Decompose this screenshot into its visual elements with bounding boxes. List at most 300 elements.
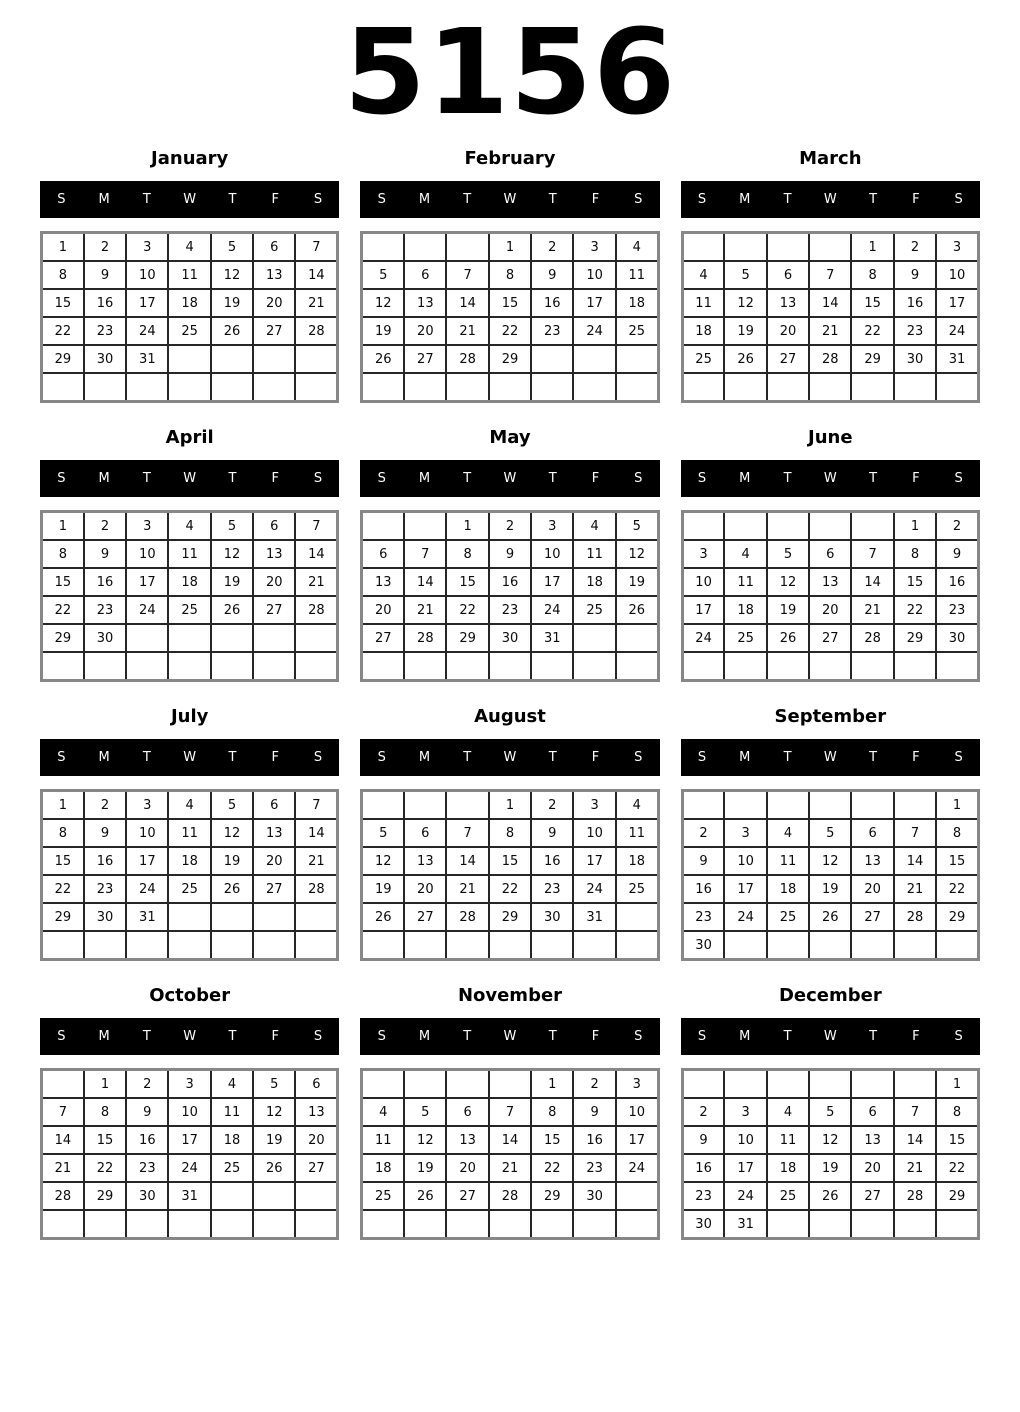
month-title: June — [808, 427, 853, 449]
day-cell: 12 — [211, 261, 253, 289]
day-cell: 14 — [809, 289, 851, 317]
week-row — [682, 847, 978, 875]
day-cell: 30 — [84, 624, 126, 652]
week-row — [362, 373, 658, 402]
day-cell: 30 — [682, 1210, 724, 1239]
day-cell: 24 — [126, 317, 168, 345]
empty-day-cell — [724, 233, 766, 262]
week-row — [42, 931, 338, 960]
day-cell: 27 — [404, 345, 446, 373]
day-cell: 8 — [42, 261, 84, 289]
day-cell: 13 — [253, 540, 295, 568]
day-cell: 13 — [404, 847, 446, 875]
weekday-label: T — [783, 750, 792, 766]
weekday-label: T — [142, 750, 151, 766]
week-row — [42, 1210, 338, 1239]
day-cell: 31 — [573, 903, 615, 931]
day-cell: 4 — [573, 512, 615, 541]
week-row — [42, 624, 338, 652]
empty-day-cell — [253, 345, 295, 373]
empty-day-cell — [573, 373, 615, 402]
empty-day-cell — [724, 791, 766, 820]
empty-day-cell — [295, 1210, 337, 1239]
empty-day-cell — [168, 903, 210, 931]
day-cell: 10 — [531, 540, 573, 568]
weekday-label: T — [228, 192, 237, 208]
week-row — [42, 596, 338, 624]
empty-day-cell — [253, 624, 295, 652]
day-cell: 11 — [682, 289, 724, 317]
weekday-label: W — [183, 471, 197, 487]
day-cell: 9 — [936, 540, 978, 568]
day-cell: 26 — [253, 1154, 295, 1182]
day-cell: 12 — [211, 819, 253, 847]
day-cell: 16 — [573, 1126, 615, 1154]
weekday-header-bar — [681, 460, 980, 497]
day-cell: 22 — [936, 1154, 978, 1182]
day-cell: 19 — [362, 875, 404, 903]
day-cell: 2 — [682, 819, 724, 847]
weekday-header-bar — [681, 181, 980, 218]
day-cell: 12 — [616, 540, 658, 568]
day-cell: 29 — [489, 345, 531, 373]
empty-day-cell — [253, 931, 295, 960]
day-cell: 5 — [809, 819, 851, 847]
day-cell: 24 — [531, 596, 573, 624]
day-cell: 22 — [42, 317, 84, 345]
day-cell: 17 — [126, 847, 168, 875]
empty-day-cell — [573, 1210, 615, 1239]
weekday-label: T — [548, 1029, 557, 1045]
weekday-header-bar — [360, 1018, 659, 1055]
day-cell: 4 — [682, 261, 724, 289]
week-row — [42, 1126, 338, 1154]
day-cell: 9 — [682, 847, 724, 875]
empty-day-cell — [616, 373, 658, 402]
day-cell: 16 — [126, 1126, 168, 1154]
empty-day-cell — [767, 512, 809, 541]
day-cell: 26 — [404, 1182, 446, 1210]
day-cell: 19 — [809, 875, 851, 903]
day-cell: 21 — [446, 317, 488, 345]
day-cell: 29 — [894, 624, 936, 652]
day-cell: 4 — [767, 1098, 809, 1126]
empty-day-cell — [404, 373, 446, 402]
week-row — [362, 317, 658, 345]
day-cell: 15 — [851, 289, 893, 317]
empty-day-cell — [211, 373, 253, 402]
month-block — [40, 985, 339, 1240]
day-cell: 24 — [724, 903, 766, 931]
empty-day-cell — [42, 652, 84, 681]
empty-day-cell — [295, 1182, 337, 1210]
empty-day-cell — [253, 652, 295, 681]
day-cell: 29 — [489, 903, 531, 931]
day-cell: 14 — [295, 261, 337, 289]
empty-day-cell — [446, 233, 488, 262]
empty-day-cell — [936, 373, 978, 402]
empty-day-cell — [362, 233, 404, 262]
day-cell: 31 — [531, 624, 573, 652]
weekday-label: T — [463, 471, 472, 487]
day-cell: 5 — [362, 819, 404, 847]
empty-day-cell — [84, 931, 126, 960]
day-cell: 31 — [126, 903, 168, 931]
week-row — [42, 261, 338, 289]
empty-day-cell — [404, 1070, 446, 1099]
day-cell: 29 — [42, 903, 84, 931]
weekday-label: T — [228, 471, 237, 487]
day-cell: 12 — [724, 289, 766, 317]
weekday-header-bar — [40, 181, 339, 218]
week-row — [362, 345, 658, 373]
day-cell: 24 — [573, 317, 615, 345]
day-cell: 28 — [446, 903, 488, 931]
day-cell: 18 — [616, 289, 658, 317]
day-cell: 29 — [936, 1182, 978, 1210]
day-cell: 26 — [362, 903, 404, 931]
day-cell: 14 — [446, 847, 488, 875]
empty-day-cell — [767, 652, 809, 681]
empty-day-cell — [42, 931, 84, 960]
weekday-label: T — [463, 192, 472, 208]
day-cell: 3 — [724, 1098, 766, 1126]
day-cell: 20 — [362, 596, 404, 624]
day-cell: 21 — [295, 847, 337, 875]
empty-day-cell — [894, 1210, 936, 1239]
week-row — [682, 931, 978, 960]
day-cell: 24 — [126, 596, 168, 624]
day-cell: 11 — [724, 568, 766, 596]
empty-day-cell — [362, 1210, 404, 1239]
day-cell: 26 — [362, 345, 404, 373]
day-cell: 25 — [168, 317, 210, 345]
day-cell: 11 — [616, 261, 658, 289]
day-cell: 14 — [446, 289, 488, 317]
empty-day-cell — [362, 652, 404, 681]
day-cell: 5 — [211, 512, 253, 541]
day-cell: 21 — [489, 1154, 531, 1182]
day-cell: 11 — [616, 819, 658, 847]
day-cell: 25 — [682, 345, 724, 373]
day-cell: 29 — [936, 903, 978, 931]
day-cell: 13 — [851, 1126, 893, 1154]
empty-day-cell — [851, 931, 893, 960]
month-title: February — [464, 148, 556, 170]
empty-day-cell — [42, 1070, 84, 1099]
week-row — [682, 261, 978, 289]
day-cell: 21 — [404, 596, 446, 624]
day-cell: 1 — [531, 1070, 573, 1099]
weekday-label: T — [463, 750, 472, 766]
day-cell: 12 — [767, 568, 809, 596]
day-cell: 2 — [84, 512, 126, 541]
day-cell: 10 — [724, 1126, 766, 1154]
weekday-label: S — [634, 192, 643, 208]
empty-day-cell — [295, 652, 337, 681]
weekday-label: M — [418, 750, 431, 766]
empty-day-cell — [767, 233, 809, 262]
day-cell: 21 — [42, 1154, 84, 1182]
month-block — [40, 427, 339, 682]
day-cell: 25 — [724, 624, 766, 652]
day-cell: 5 — [253, 1070, 295, 1099]
day-cell: 10 — [573, 819, 615, 847]
day-cell: 19 — [211, 568, 253, 596]
weekday-label: T — [783, 192, 792, 208]
day-cell: 8 — [84, 1098, 126, 1126]
empty-day-cell — [724, 652, 766, 681]
weekday-header-bar — [360, 181, 659, 218]
day-cell: 30 — [936, 624, 978, 652]
empty-day-cell — [936, 1210, 978, 1239]
empty-day-cell — [616, 624, 658, 652]
weekday-label: W — [503, 1029, 517, 1045]
day-cell: 23 — [573, 1154, 615, 1182]
day-cell: 23 — [531, 317, 573, 345]
day-cell: 19 — [253, 1126, 295, 1154]
empty-day-cell — [211, 652, 253, 681]
empty-day-cell — [489, 1210, 531, 1239]
day-cell: 2 — [84, 233, 126, 262]
empty-day-cell — [809, 931, 851, 960]
empty-day-cell — [851, 1070, 893, 1099]
day-cell: 17 — [531, 568, 573, 596]
day-cell: 21 — [894, 1154, 936, 1182]
week-row — [42, 875, 338, 903]
week-row — [42, 345, 338, 373]
day-cell: 28 — [404, 624, 446, 652]
day-cell: 20 — [446, 1154, 488, 1182]
month-title: September — [774, 706, 887, 728]
weekday-label: M — [98, 1029, 110, 1045]
month-block — [360, 706, 659, 961]
weekday-header-bar — [681, 739, 980, 776]
day-cell: 3 — [126, 233, 168, 262]
empty-day-cell — [446, 373, 488, 402]
day-cell: 27 — [295, 1154, 337, 1182]
weekday-label: M — [418, 1029, 431, 1045]
day-cell: 20 — [809, 596, 851, 624]
empty-day-cell — [253, 903, 295, 931]
day-cell: 6 — [253, 233, 295, 262]
week-row — [682, 624, 978, 652]
day-cell: 26 — [211, 875, 253, 903]
weekday-label: T — [869, 750, 878, 766]
day-cell: 7 — [295, 512, 337, 541]
day-cell: 10 — [682, 568, 724, 596]
weekday-label: W — [823, 1029, 837, 1045]
day-cell: 19 — [362, 317, 404, 345]
month-block — [360, 148, 659, 403]
day-cell: 24 — [168, 1154, 210, 1182]
empty-day-cell — [851, 373, 893, 402]
day-cell: 4 — [211, 1070, 253, 1099]
week-row — [42, 1154, 338, 1182]
day-cell: 12 — [809, 1126, 851, 1154]
day-cell: 3 — [573, 791, 615, 820]
day-cell: 21 — [809, 317, 851, 345]
day-cell: 28 — [894, 1182, 936, 1210]
day-cell: 1 — [42, 791, 84, 820]
day-cell: 4 — [362, 1098, 404, 1126]
week-row — [42, 847, 338, 875]
day-cell: 25 — [362, 1182, 404, 1210]
empty-day-cell — [767, 791, 809, 820]
weekday-label: F — [271, 192, 279, 208]
empty-day-cell — [682, 1070, 724, 1099]
day-cell: 25 — [767, 903, 809, 931]
empty-day-cell — [211, 1182, 253, 1210]
day-cell: 19 — [809, 1154, 851, 1182]
month-day-grid — [40, 510, 339, 682]
empty-day-cell — [404, 931, 446, 960]
empty-day-cell — [362, 791, 404, 820]
day-cell: 29 — [446, 624, 488, 652]
empty-day-cell — [682, 791, 724, 820]
weekday-header-bar — [360, 460, 659, 497]
day-cell: 6 — [295, 1070, 337, 1099]
empty-day-cell — [446, 652, 488, 681]
weekday-label: S — [697, 750, 707, 766]
day-cell: 17 — [724, 875, 766, 903]
month-title: May — [489, 427, 531, 449]
empty-day-cell — [682, 233, 724, 262]
empty-day-cell — [295, 931, 337, 960]
day-cell: 18 — [767, 1154, 809, 1182]
day-cell: 20 — [851, 1154, 893, 1182]
day-cell: 12 — [211, 540, 253, 568]
weekday-label: W — [823, 192, 837, 208]
day-cell: 15 — [446, 568, 488, 596]
day-cell: 27 — [362, 624, 404, 652]
day-cell: 13 — [362, 568, 404, 596]
day-cell: 10 — [616, 1098, 658, 1126]
empty-day-cell — [446, 791, 488, 820]
day-cell: 9 — [489, 540, 531, 568]
months-grid — [0, 148, 1020, 1240]
day-cell: 8 — [489, 261, 531, 289]
weekday-label: M — [739, 1029, 751, 1045]
weekday-label: M — [418, 471, 431, 487]
weekday-label: M — [98, 471, 110, 487]
day-cell: 29 — [84, 1182, 126, 1210]
week-row — [682, 289, 978, 317]
day-cell: 6 — [253, 512, 295, 541]
empty-day-cell — [616, 903, 658, 931]
weekday-label: T — [142, 1029, 151, 1045]
week-row — [42, 652, 338, 681]
empty-day-cell — [724, 1070, 766, 1099]
weekday-label: W — [503, 750, 517, 766]
day-cell: 30 — [84, 903, 126, 931]
empty-day-cell — [894, 652, 936, 681]
day-cell: 25 — [211, 1154, 253, 1182]
weekday-label: F — [912, 750, 920, 766]
month-day-grid — [681, 1068, 980, 1240]
weekday-header-bar — [360, 739, 659, 776]
day-cell: 7 — [894, 819, 936, 847]
empty-day-cell — [168, 624, 210, 652]
weekday-label: T — [142, 192, 151, 208]
month-block — [40, 706, 339, 961]
month-day-grid — [360, 789, 659, 961]
day-cell: 28 — [295, 317, 337, 345]
week-row — [42, 568, 338, 596]
week-row — [362, 596, 658, 624]
day-cell: 24 — [573, 875, 615, 903]
day-cell: 13 — [851, 847, 893, 875]
empty-day-cell — [211, 903, 253, 931]
weekday-label: S — [313, 1029, 323, 1045]
empty-day-cell — [531, 931, 573, 960]
weekday-label: F — [912, 471, 920, 487]
empty-day-cell — [84, 1210, 126, 1239]
week-row — [42, 373, 338, 402]
day-cell: 8 — [936, 819, 978, 847]
day-cell: 9 — [682, 1126, 724, 1154]
weekday-label: W — [823, 750, 837, 766]
day-cell: 30 — [84, 345, 126, 373]
empty-day-cell — [362, 931, 404, 960]
empty-day-cell — [362, 512, 404, 541]
day-cell: 15 — [42, 568, 84, 596]
empty-day-cell — [211, 1210, 253, 1239]
empty-day-cell — [767, 1210, 809, 1239]
weekday-label: S — [954, 192, 963, 208]
empty-day-cell — [851, 512, 893, 541]
day-cell: 4 — [616, 233, 658, 262]
empty-day-cell — [446, 1210, 488, 1239]
day-cell: 11 — [168, 819, 210, 847]
empty-day-cell — [616, 652, 658, 681]
day-cell: 2 — [682, 1098, 724, 1126]
empty-day-cell — [168, 652, 210, 681]
weekday-header-bar — [40, 460, 339, 497]
week-row — [682, 596, 978, 624]
week-row — [362, 512, 658, 541]
day-cell: 8 — [446, 540, 488, 568]
day-cell: 17 — [936, 289, 978, 317]
day-cell: 5 — [809, 1098, 851, 1126]
month-day-grid — [40, 1068, 339, 1240]
week-row — [42, 289, 338, 317]
day-cell: 30 — [573, 1182, 615, 1210]
day-cell: 22 — [531, 1154, 573, 1182]
day-cell: 4 — [724, 540, 766, 568]
day-cell: 17 — [126, 568, 168, 596]
weekday-label: T — [869, 471, 878, 487]
day-cell: 2 — [531, 233, 573, 262]
weekday-label: T — [869, 192, 878, 208]
week-row — [362, 1098, 658, 1126]
day-cell: 31 — [168, 1182, 210, 1210]
day-cell: 20 — [295, 1126, 337, 1154]
empty-day-cell — [168, 931, 210, 960]
week-row — [682, 512, 978, 541]
day-cell: 18 — [616, 847, 658, 875]
weekday-label: T — [228, 1029, 237, 1045]
week-row — [42, 540, 338, 568]
empty-day-cell — [894, 1070, 936, 1099]
day-cell: 13 — [253, 261, 295, 289]
weekday-label: T — [783, 1029, 792, 1045]
day-cell: 18 — [168, 847, 210, 875]
weekday-label: W — [183, 192, 197, 208]
weekday-header-bar — [40, 739, 339, 776]
empty-day-cell — [126, 652, 168, 681]
month-title: October — [149, 985, 231, 1007]
